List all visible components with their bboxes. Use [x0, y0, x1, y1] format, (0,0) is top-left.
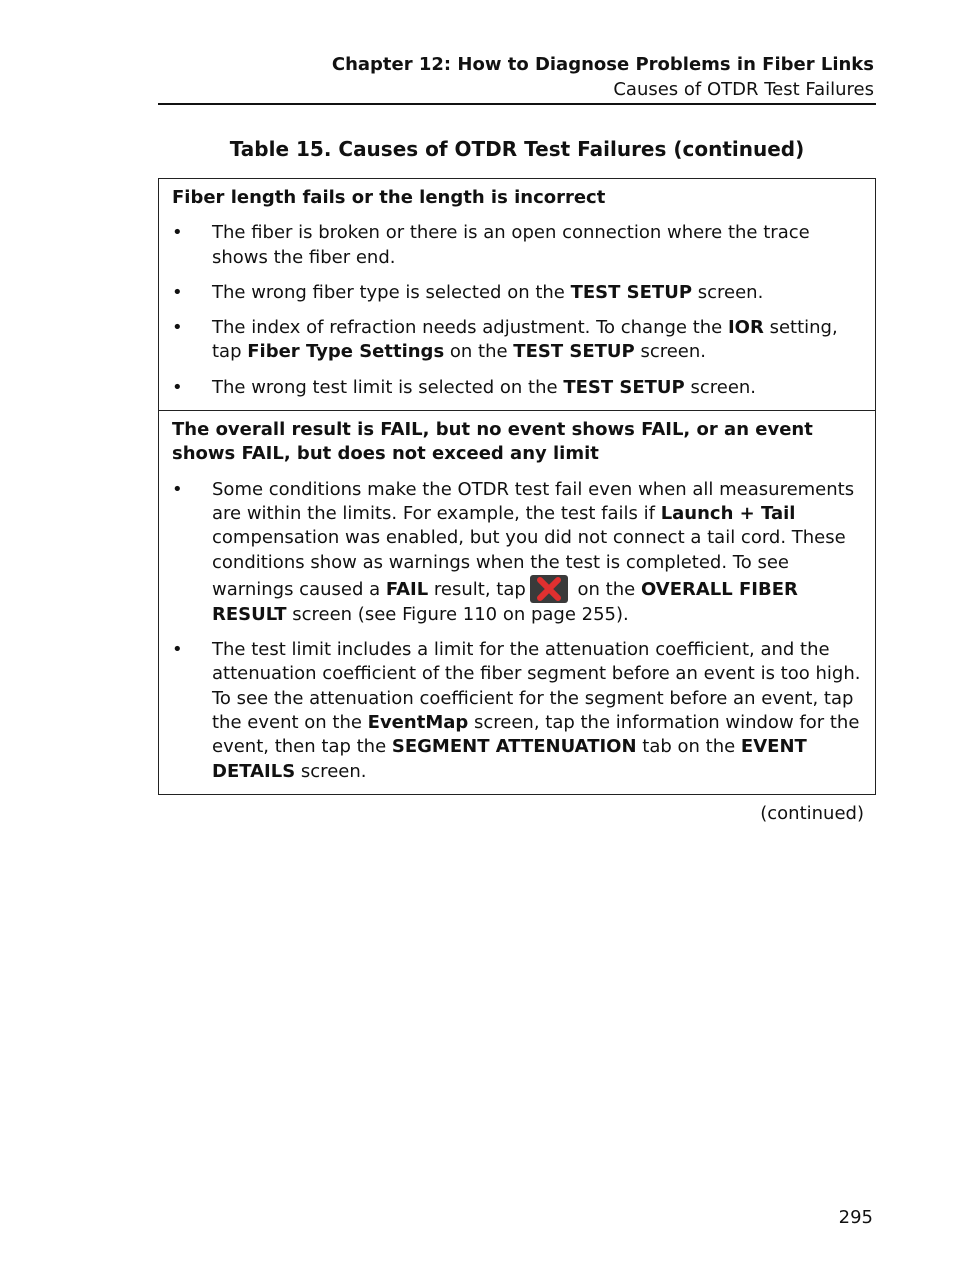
list-item: • Some conditions make the OTDR test fail even when all measurements are within the limits. For example, the test fails if Launch + Tail compensation was enabled, but you did not connect a tail cord. These conditions show as warnings when the test is completed. To see warnings caused a FAIL result, tap on the OVERALL FIBER RESULT screen (see Figure 110 on page 255). — [172, 478, 861, 627]
list-item: • The fiber is broken or there is an open connection where the trace shows the fiber end. — [172, 221, 861, 270]
section-title: Causes of OTDR Test Failures — [613, 79, 874, 100]
causes-table — [158, 178, 876, 795]
fail-x-icon — [530, 575, 568, 603]
row-heading: The overall result is FAIL, but no event shows FAIL, or an event shows FAIL, but does not exceed any limit — [172, 419, 813, 465]
list-item: • The wrong fiber type is selected on the TEST SETUP screen. — [172, 281, 861, 305]
header-rule — [158, 103, 876, 105]
running-header — [158, 52, 874, 102]
page-number: 295 — [838, 1207, 873, 1228]
list-item: • The test limit includes a limit for the attenuation coefficient, and the attenuation coefficient of the fiber segment before an event is too high. To see the attenuation coefficient for the segment before an event, tap the event on the EventMap screen, tap the information window for the event, then tap the SEGMENT ATTENUATION tab on the EVENT DETAILS screen. — [172, 638, 861, 784]
table-title: Table 15. Causes of OTDR Test Failures (continued) — [229, 137, 805, 161]
bullet-list — [172, 221, 861, 400]
table-row — [159, 410, 875, 794]
continued-note: (continued) — [760, 803, 864, 824]
table-row — [159, 179, 875, 410]
list-item: • The index of refraction needs adjustment. To change the IOR setting, tap Fiber Type Settings on the TEST SETUP screen. — [172, 316, 861, 365]
list-item: • The wrong test limit is selected on the TEST SETUP screen. — [172, 376, 861, 400]
chapter-title: Chapter 12: How to Diagnose Problems in Fiber Links — [331, 54, 874, 75]
row-heading: Fiber length fails or the length is incorrect — [172, 187, 606, 208]
bullet-list — [172, 478, 861, 784]
